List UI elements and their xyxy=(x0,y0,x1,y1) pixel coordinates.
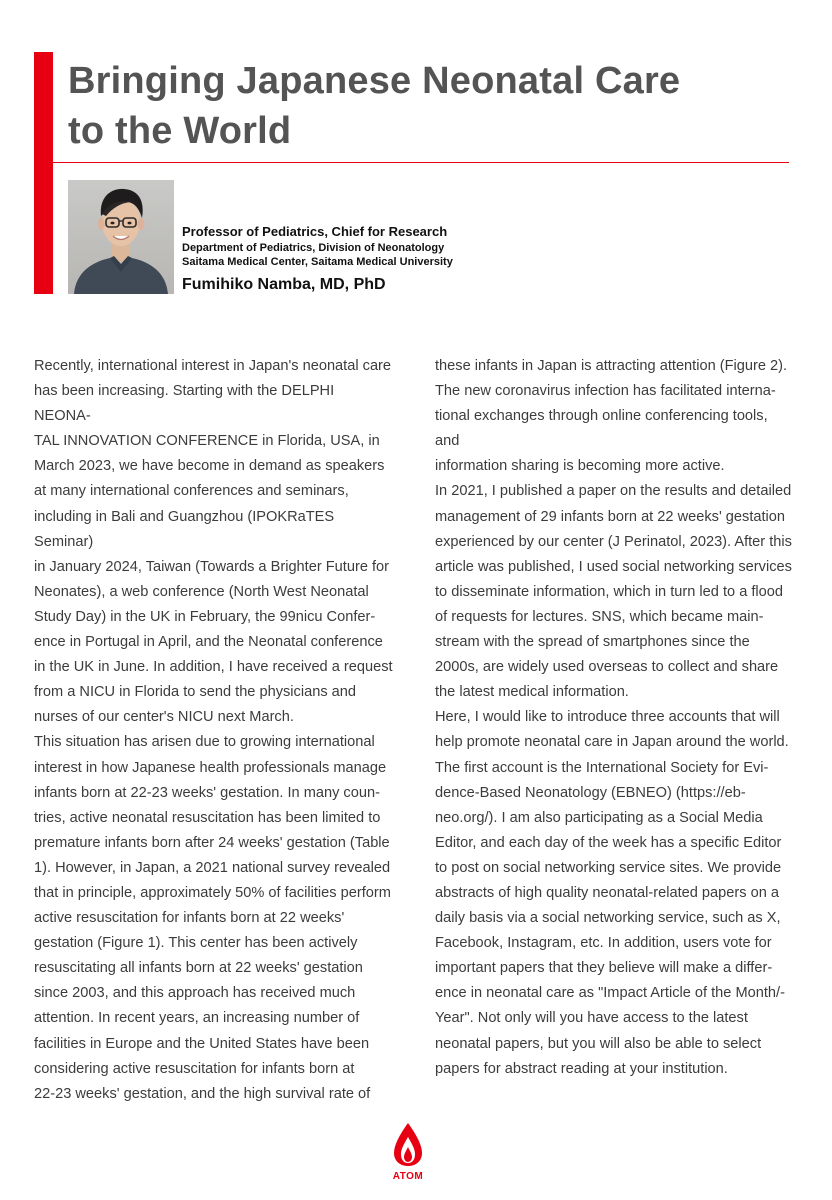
body-line: gestation (Figure 1). This center has been actively xyxy=(34,935,358,952)
body-line: dence-Based Neonatology (EBNEO) (https://eb- xyxy=(435,784,746,801)
body-line: interest in how Japanese health professionals manage xyxy=(34,759,387,776)
title-line-2: to the World xyxy=(68,110,292,152)
body-line: in the UK in June. In addition, I have received a request xyxy=(34,659,393,676)
body-column-right xyxy=(435,354,795,1082)
body-line: ence in neonatal care as "Impact Article of the Month/- xyxy=(435,985,785,1002)
body-line: stream with the spread of smartphones since the xyxy=(435,634,750,651)
body-line: tional exchanges through online conferencing tools, and xyxy=(435,408,768,450)
body-line: The first account is the International Society for Evi- xyxy=(435,759,769,776)
body-line: TAL INNOVATION CONFERENCE in Florida, USA, in xyxy=(34,433,380,450)
body-line: these infants in Japan is attracting attention (Figure 2). xyxy=(435,358,788,374)
body-line: nurses of our center's NICU next March. xyxy=(34,709,294,726)
body-line: neo.org/). I am also participating as a Social Media xyxy=(435,809,763,826)
body-line: papers for abstract reading at your institution. xyxy=(435,1060,728,1077)
author-institution: Saitama Medical Center, Saitama Medical University xyxy=(182,256,453,268)
body-line: Neonates), a web conference (North West Neonatal xyxy=(34,583,369,600)
body-line: resuscitating all infants born at 22 weeks' gestation xyxy=(34,960,363,977)
body-line: facilities in Europe and the United States have been xyxy=(34,1035,370,1052)
body-line: Recently, international interest in Japan's neonatal care xyxy=(34,358,392,374)
body-line: tries, active neonatal resuscitation has been limited to xyxy=(34,809,381,826)
body-line: important papers that they believe will make a differ- xyxy=(435,960,773,977)
body-line: Here, I would like to introduce three accounts that will xyxy=(435,709,780,726)
body-line: of requests for lectures. SNS, which became main- xyxy=(435,608,764,625)
body-line: considering active resuscitation for infants born at xyxy=(34,1060,355,1077)
body-column-left xyxy=(34,354,394,1107)
body-line: to disseminate information, which in turn led to a flood xyxy=(435,583,784,600)
body-line: infants born at 22-23 weeks' gestation. In many coun- xyxy=(34,784,380,801)
body-line: daily basis via a social networking service, such as X, xyxy=(435,910,781,927)
body-line: help promote neonatal care in Japan around the world. xyxy=(435,734,789,751)
body-line: since 2003, and this approach has received much xyxy=(34,985,356,1002)
body-line: to post on social networking service sites. We provide xyxy=(435,859,782,876)
body-line: Editor, and each day of the week has a specific Editor xyxy=(435,834,782,851)
body-line: 2000s, are widely used overseas to collect and share xyxy=(435,659,779,676)
body-line: including in Bali and Guangzhou (IPOKRaTES Seminar) xyxy=(34,508,335,550)
body-line: article was published, I used social networking services xyxy=(435,558,792,575)
author-role: Professor of Pediatrics, Chief for Research xyxy=(182,224,448,239)
body-line: in January 2024, Taiwan (Towards a Brighter Future for xyxy=(34,558,390,575)
body-line: at many international conferences and seminars, xyxy=(34,483,349,500)
body-line: Study Day) in the UK in February, the 99nicu Confer- xyxy=(34,608,376,625)
title-accent-bar xyxy=(34,52,53,294)
body-line: Facebook, Instagram, etc. In addition, users vote for xyxy=(435,935,772,952)
body-line: the latest medical information. xyxy=(435,684,629,701)
body-line: that in principle, approximately 50% of facilities perform xyxy=(34,884,391,901)
body-line: abstracts of high quality neonatal-related papers on a xyxy=(435,884,779,901)
body-line: 1). However, in Japan, a 2021 national survey revealed xyxy=(34,859,391,876)
atom-logo-text: ATOM xyxy=(392,1171,424,1182)
body-line: In 2021, I published a paper on the results and detailed xyxy=(435,483,792,500)
body-line: Year". Not only will you have access to the latest xyxy=(435,1010,748,1027)
body-line: management of 29 infants born at 22 weeks' gestation xyxy=(435,508,786,525)
author-photo xyxy=(68,180,174,294)
body-line: information sharing is becoming more active. xyxy=(435,458,725,475)
body-line: experienced by our center (J Perinatol, 2023). After this xyxy=(435,533,792,550)
article-title xyxy=(68,56,788,156)
author-department: Department of Pediatrics, Division of Neonatology xyxy=(182,242,445,254)
body-line: March 2023, we have become in demand as speakers xyxy=(34,458,385,475)
body-line: attention. In recent years, an increasing number of xyxy=(34,1010,360,1027)
body-line: ence in Portugal in April, and the Neonatal conference xyxy=(34,634,383,651)
atom-flame-logo-icon xyxy=(393,1122,423,1166)
body-line: This situation has arisen due to growing international xyxy=(34,734,375,751)
author-portrait-icon xyxy=(68,180,174,294)
body-line: premature infants born after 24 weeks' gestation (Table xyxy=(34,834,390,851)
title-divider xyxy=(53,162,789,163)
body-line: from a NICU in Florida to send the physicians and xyxy=(34,684,357,701)
body-line: active resuscitation for infants born at 22 weeks' xyxy=(34,910,345,927)
body-line: has been increasing. Starting with the DELPHI NEONA- xyxy=(34,383,335,425)
author-info xyxy=(182,223,782,295)
atom-logo xyxy=(383,1122,433,1184)
body-line: neonatal papers, but you will also be able to select xyxy=(435,1035,762,1052)
body-line: The new coronavirus infection has facilitated interna- xyxy=(435,383,776,400)
title-line-1: Bringing Japanese Neonatal Care xyxy=(68,60,681,102)
author-name: Fumihiko Namba, MD, PhD xyxy=(182,276,386,293)
body-line: 22-23 weeks' gestation, and the high survival rate of xyxy=(34,1085,371,1102)
